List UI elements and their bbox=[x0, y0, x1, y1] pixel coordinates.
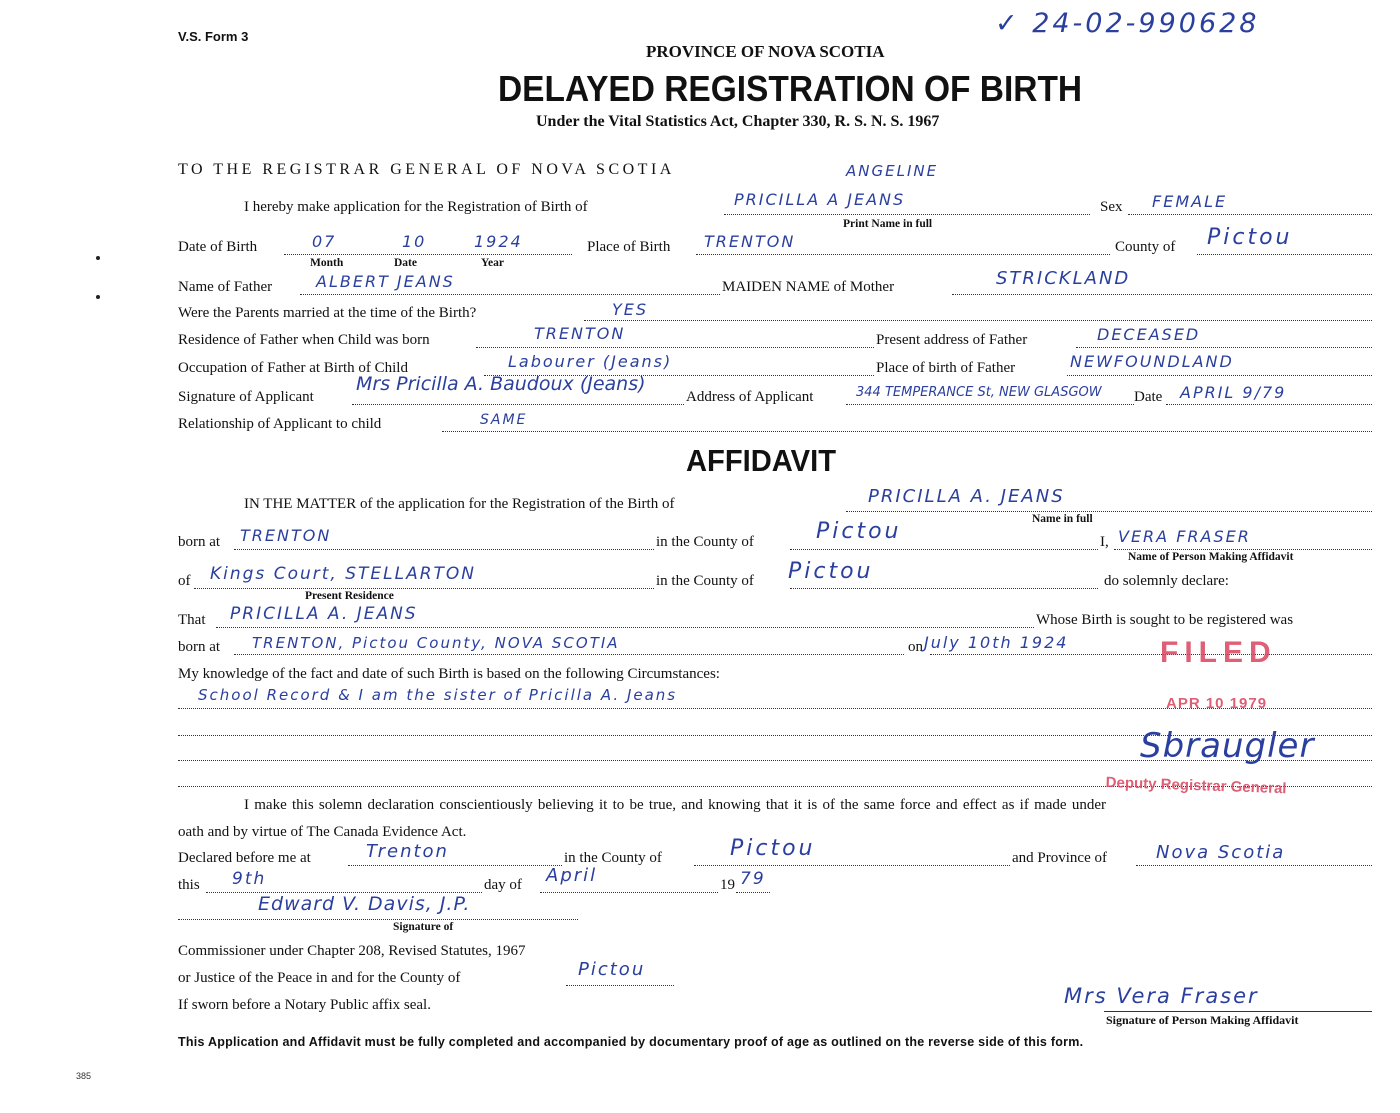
date-caption: Date bbox=[394, 257, 417, 269]
relationship-value: SAME bbox=[480, 412, 528, 428]
mother-value: STRICKLAND bbox=[996, 268, 1131, 289]
matter-child-name: PRICILLA A. JEANS bbox=[868, 486, 1065, 507]
to-registrar-line: TO THE REGISTRAR GENERAL OF NOVA SCOTIA bbox=[178, 161, 675, 178]
born-at-label: born at bbox=[178, 534, 221, 550]
justice-county-line bbox=[566, 985, 674, 986]
born-at2-label: born at bbox=[178, 639, 221, 655]
month-caption: Month bbox=[310, 257, 344, 269]
filed-stamp: FILED bbox=[1160, 636, 1277, 669]
on-date-value: July 10th 1924 bbox=[924, 633, 1069, 652]
married-label: Were the Parents married at the time of the Birth? bbox=[178, 305, 477, 321]
margin-dot bbox=[96, 256, 100, 260]
pob-value: TRENTON bbox=[704, 232, 796, 251]
child-name-value: PRICILLA A JEANS bbox=[734, 190, 906, 209]
dob-line bbox=[284, 254, 572, 255]
reference-number: ✓ 24-02-990628 bbox=[995, 8, 1260, 39]
residence-value: Kings Court, STELLARTON bbox=[210, 564, 476, 584]
footer-note: This Application and Affidavit must be fully completed and accompanied by documentary proof of age as outlined on the reverse side of this form. bbox=[178, 1035, 1084, 1049]
commissioner-line: Commissioner under Chapter 208, Revised Statutes, 1967 bbox=[178, 943, 526, 959]
on-label: on bbox=[908, 639, 923, 655]
i-label: I, bbox=[1100, 534, 1109, 550]
father-residence-line bbox=[476, 347, 874, 348]
sex-value: FEMALE bbox=[1152, 192, 1228, 211]
father-value: ALBERT JEANS bbox=[316, 272, 455, 291]
born-at-line bbox=[234, 549, 654, 550]
form-number: V.S. Form 3 bbox=[178, 29, 249, 44]
applicant-address-label: Address of Applicant bbox=[686, 389, 814, 405]
form-title: DELAYED REGISTRATION OF BIRTH bbox=[498, 68, 1083, 109]
justice-county-value: Pictou bbox=[578, 959, 646, 980]
father-label: Name of Father bbox=[178, 279, 273, 295]
matter-name-line bbox=[846, 511, 1372, 512]
father-residence-value: TRENTON bbox=[534, 324, 626, 343]
day-value: 9th bbox=[232, 869, 267, 889]
year-line bbox=[736, 892, 770, 893]
father-pob-value: NEWFOUNDLAND bbox=[1070, 352, 1234, 371]
affiant-signature: Mrs Vera Fraser bbox=[1064, 984, 1259, 1008]
affidavit-county-line bbox=[790, 549, 1098, 550]
province-value: Nova Scotia bbox=[1156, 842, 1286, 863]
county-label: County of bbox=[1115, 239, 1176, 255]
month-value: April bbox=[546, 865, 598, 886]
date-value: APRIL 9/79 bbox=[1180, 383, 1287, 402]
form-subtitle: Under the Vital Statistics Act, Chapter 330, R. S. N. S. 1967 bbox=[536, 113, 940, 130]
father-address-value: DECEASED bbox=[1097, 325, 1201, 344]
born-at2-value: TRENTON, Pictou County, NOVA SCOTIA bbox=[252, 634, 620, 652]
on-line bbox=[930, 654, 1372, 655]
relationship-label: Relationship of Applicant to child bbox=[178, 416, 382, 432]
month-line bbox=[540, 892, 718, 893]
declaration-line-2: oath and by virtue of The Canada Evidence Act. bbox=[178, 824, 467, 840]
county-value: Pictou bbox=[1207, 225, 1293, 250]
father-address-line bbox=[1076, 347, 1372, 348]
date-line bbox=[1166, 404, 1372, 405]
applicant-address-value: 344 TEMPERANCE St, NEW GLASGOW bbox=[856, 385, 1102, 400]
name-in-full-caption: Name in full bbox=[1032, 513, 1093, 525]
declared-county-label: in the County of bbox=[564, 850, 662, 866]
affidavit-heading: AFFIDAVIT bbox=[686, 443, 837, 478]
father-address-label: Present address of Father bbox=[876, 332, 1028, 348]
province-line bbox=[1136, 865, 1372, 866]
province-heading: PROVINCE OF NOVA SCOTIA bbox=[646, 42, 885, 61]
occupation-label: Occupation of Father at Birth of Child bbox=[178, 360, 408, 376]
declared-at-value: Trenton bbox=[366, 841, 449, 862]
this-label: this bbox=[178, 877, 200, 893]
applicant-address-line bbox=[846, 404, 1134, 405]
county-line bbox=[1197, 254, 1372, 255]
print-name-caption: Print Name in full bbox=[843, 218, 933, 230]
year-caption: Year bbox=[481, 257, 504, 269]
declared-label: Declared before me at bbox=[178, 850, 311, 866]
commissioner-signature: Edward V. Davis, J.P. bbox=[258, 893, 471, 915]
residence-line bbox=[194, 588, 654, 589]
notary-line: If sworn before a Notary Public affix seal. bbox=[178, 997, 431, 1013]
dob-month: 07 bbox=[312, 232, 337, 251]
applicant-signature-label: Signature of Applicant bbox=[178, 389, 314, 405]
whose-birth-text: Whose Birth is sought to be registered was bbox=[1036, 612, 1294, 628]
year-suffix: 79 bbox=[740, 869, 766, 889]
affidavit-county2-line bbox=[790, 588, 1098, 589]
father-line bbox=[300, 294, 720, 295]
declaration-line-1: I make this solemn declaration conscientiously believing it to be true, and knowing that it is of the same force and effect as if made under bbox=[244, 797, 1106, 813]
day-of-label: day of bbox=[484, 877, 522, 893]
applicant-signature-value: Mrs Pricilla A. Baudoux (Jeans) bbox=[356, 373, 646, 395]
affiant-name: VERA FRASER bbox=[1118, 527, 1251, 546]
mother-line bbox=[952, 294, 1372, 295]
sex-label: Sex bbox=[1100, 199, 1123, 215]
deputy-registrar-title: Deputy Registrar General bbox=[1105, 774, 1287, 798]
father-pob-label: Place of birth of Father bbox=[876, 360, 1016, 376]
justice-line: or Justice of the Peace in and for the County of bbox=[178, 970, 461, 986]
date-label: Date bbox=[1134, 389, 1163, 405]
application-intro: I hereby make application for the Registration of Birth of bbox=[244, 199, 588, 215]
affidavit-county-label: in the County of bbox=[656, 534, 754, 550]
father-residence-label: Residence of Father when Child was born bbox=[178, 332, 430, 348]
deputy-registrar-signature: Sbraugler bbox=[1140, 726, 1315, 766]
footer-code: 385 bbox=[76, 1071, 92, 1081]
declared-county-line bbox=[694, 865, 1010, 866]
signature-of-caption: Signature of bbox=[393, 921, 454, 933]
affiant-signature-line bbox=[1104, 1011, 1372, 1012]
mother-label: MAIDEN NAME of Mother bbox=[722, 279, 895, 295]
that-label: That bbox=[178, 612, 206, 628]
pob-label: Place of Birth bbox=[587, 239, 671, 255]
commissioner-signature-line bbox=[178, 919, 578, 920]
margin-dot bbox=[96, 295, 100, 299]
that-line bbox=[216, 627, 1034, 628]
occupation-value: Labourer (Jeans) bbox=[508, 352, 673, 371]
child-name-line bbox=[724, 214, 1090, 215]
born-at-value: TRENTON bbox=[240, 526, 332, 545]
filed-date-stamp: APR 10 1979 bbox=[1166, 695, 1268, 712]
province-label: and Province of bbox=[1012, 850, 1107, 866]
dob-label: Date of Birth bbox=[178, 239, 258, 255]
affidavit-county-value: Pictou bbox=[816, 519, 902, 544]
born-at2-line bbox=[234, 654, 904, 655]
affiant-line bbox=[1114, 549, 1372, 550]
circumstances-value: School Record & I am the sister of Pricilla A. Jeans bbox=[198, 686, 678, 704]
affiant-caption: Name of Person Making Affidavit bbox=[1128, 551, 1294, 563]
of-label: of bbox=[178, 573, 191, 589]
sex-line bbox=[1128, 214, 1372, 215]
that-name: PRICILLA A. JEANS bbox=[230, 604, 418, 624]
affidavit-county2-label: in the County of bbox=[656, 573, 754, 589]
solemnly-declare: do solemnly declare: bbox=[1104, 573, 1229, 589]
pob-line bbox=[696, 254, 1110, 255]
father-pob-line bbox=[1067, 375, 1372, 376]
declared-county-value: Pictou bbox=[730, 836, 816, 861]
middle-name-insert: ANGELINE bbox=[846, 162, 939, 180]
matter-text: IN THE MATTER of the application for the Registration of the Birth of bbox=[244, 496, 675, 512]
applicant-signature-line bbox=[352, 404, 684, 405]
residence-caption: Present Residence bbox=[305, 590, 394, 602]
affiant-signature-caption: Signature of Person Making Affidavit bbox=[1106, 1013, 1299, 1027]
married-line bbox=[584, 320, 1372, 321]
dob-day: 10 bbox=[402, 232, 427, 251]
declared-at-line bbox=[348, 865, 562, 866]
married-value: YES bbox=[612, 300, 649, 319]
knowledge-text: My knowledge of the fact and date of such Birth is based on the following Circumstances: bbox=[178, 666, 720, 682]
affidavit-county2-value: Pictou bbox=[788, 559, 874, 584]
year-prefix: 19 bbox=[720, 877, 735, 893]
dob-year: 1924 bbox=[474, 232, 523, 251]
relationship-line bbox=[442, 431, 1372, 432]
